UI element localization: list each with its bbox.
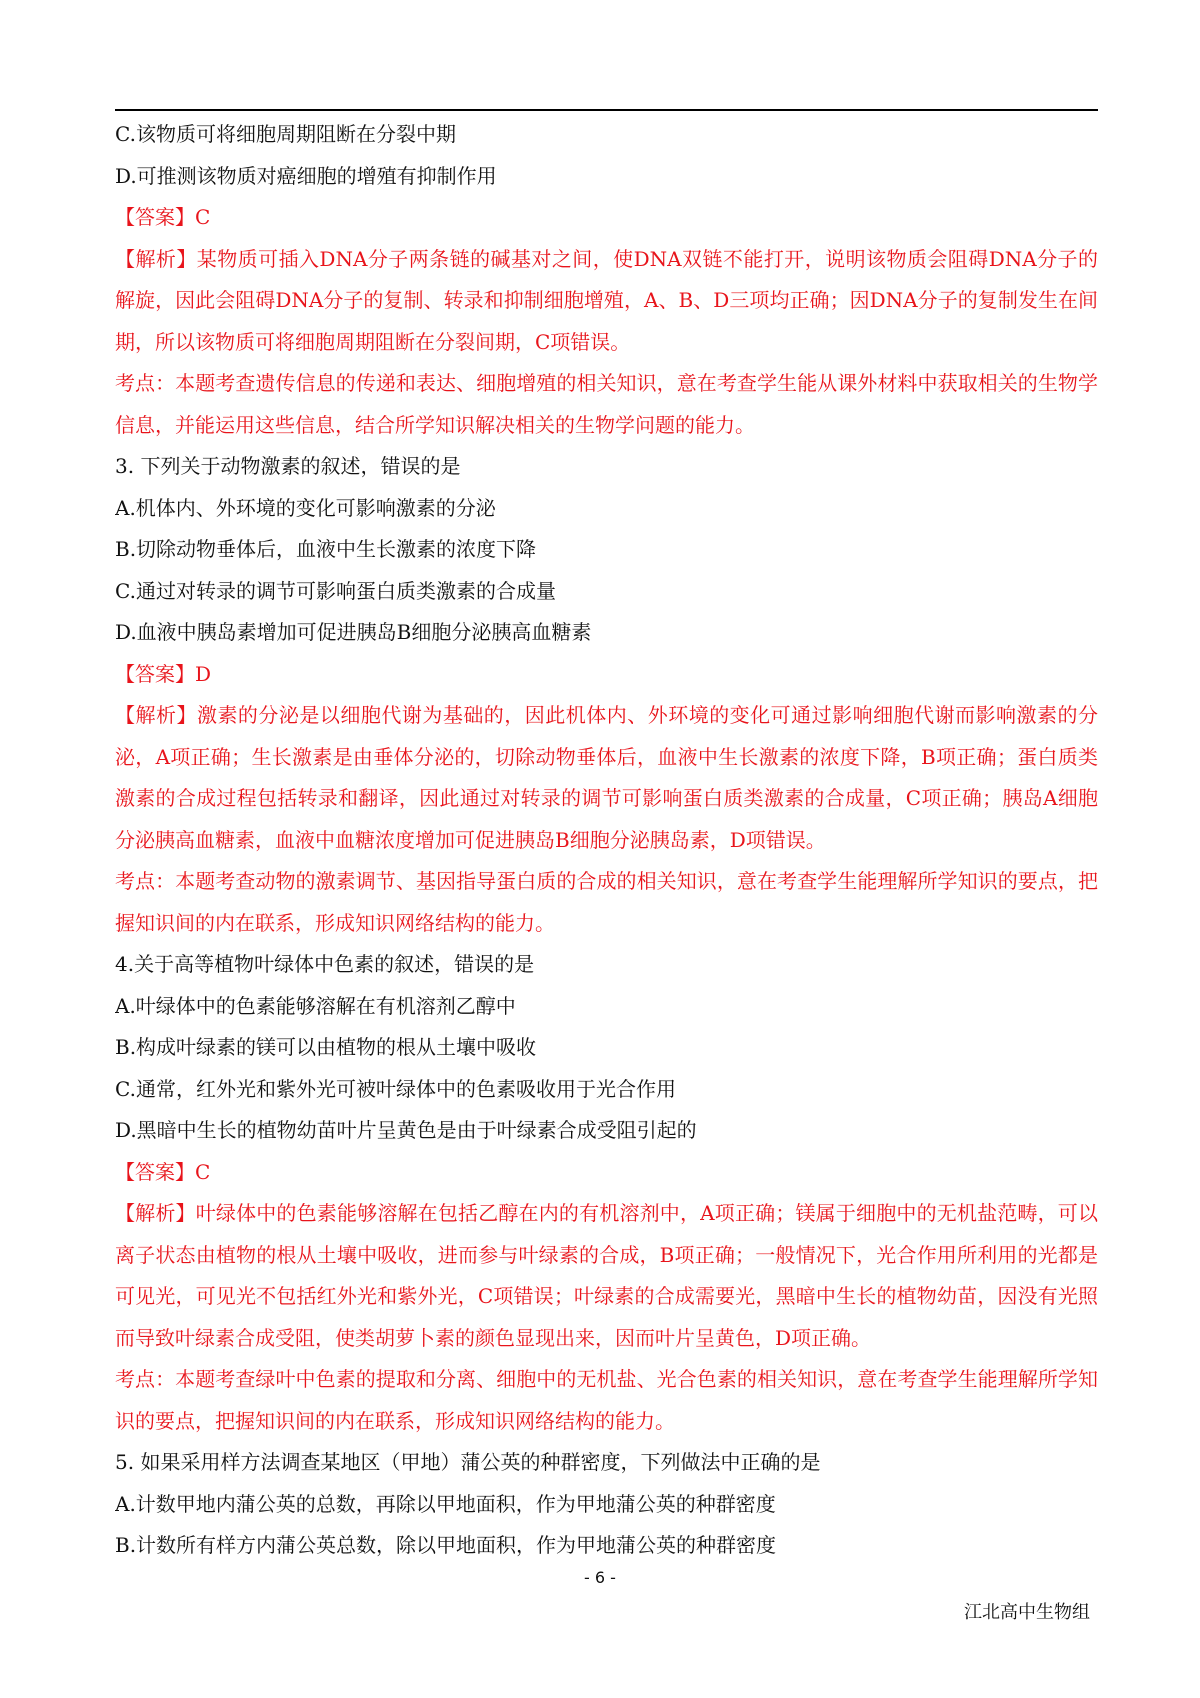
q4-analysis: 【解析】叶绿体中的色素能够溶解在包括乙醇在内的有机溶剂中，A项正确；镁属于细胞中的无机盐范畴，可以离子状态由植物的根从土壤中吸收，进而参与叶绿素的合成，B项正确；一般情况下，光合作用所利用的光都是可见光，可见光不包括红外光和紫外光，C项错误；叶绿素的合成需要光，黑暗中生长的植物幼苗，因没有光照而导致叶绿素合成受阻，使类胡萝卜素的颜色显现出来，因而叶片呈黄色，D项正确。 [115,1201,1098,1350]
q4-stem: 4.关于高等植物叶绿体中色素的叙述，错误的是 [115,952,535,976]
page-number: - 6 - [584,1568,616,1587]
q4-option-a: A.叶绿体中的色素能够溶解在有机溶剂乙醇中 [115,993,516,1018]
q3-point: 考点：本题考查动物的激素调节、基因指导蛋白质的合成的相关知识，意在考查学生能理解所学知识的要点，把握知识间的内在联系，形成知识网络结构的能力。 [115,869,1098,935]
q4-option-c: C.通常，红外光和紫外光可被叶绿体中的色素吸收用于光合作用 [115,1076,676,1101]
q2-answer: 【答案】C [115,205,211,229]
q4-option-d: D.黑暗中生长的植物幼苗叶片呈黄色是由于叶绿素合成受阻引起的 [115,1118,697,1142]
page-content [115,114,1098,1567]
q3-option-c: C.通过对转录的调节可影响蛋白质类激素的合成量 [115,578,556,603]
q3-answer: 【答案】D [115,661,212,686]
q4-point: 考点：本题考查绿叶中色素的提取和分离、细胞中的无机盐、光合色素的相关知识，意在考查学生能理解所学知识的要点，把握知识间的内在联系，形成知识网络结构的能力。 [115,1367,1098,1433]
q5-option-b: B.计数所有样方内蒲公英总数，除以甲地面积，作为甲地蒲公英的种群密度 [115,1533,777,1557]
footer-organization: 江北高中生物组 [964,1602,1090,1623]
q3-option-a: A.机体内、外环境的变化可影响激素的分泌 [115,495,496,520]
q4-answer: 【答案】C [115,1159,211,1184]
q2-option-c: C.该物质可将细胞周期阻断在分裂中期 [115,122,456,146]
q3-analysis: 【解析】激素的分泌是以细胞代谢为基础的，因此机体内、外环境的变化可通过影响细胞代谢而影响激素的分泌，A项正确；生长激素是由垂体分泌的，切除动物垂体后，血液中生长激素的浓度下降，B项正确；蛋白质类激素的合成过程包括转录和翻译，因此通过对转录的调节可影响蛋白质类激素的合成量，C项正确；胰岛A细胞分泌胰高血糖素，血液中血糖浓度增加可促进胰岛B细胞分泌胰岛素，D项错误。 [115,703,1098,852]
q3-option-d: D.血液中胰岛素增加可促进胰岛B细胞分泌胰高血糖素 [115,620,592,644]
q3-stem: 3. 下列关于动物激素的叙述，错误的是 [115,454,461,478]
q3-option-b: B.切除动物垂体后，血液中生长激素的浓度下降 [115,537,537,561]
q2-point: 考点：本题考查遗传信息的传递和表达、细胞增殖的相关知识，意在考查学生能从课外材料中获取相关的生物学信息，并能运用这些信息，结合所学知识解决相关的生物学问题的能力。 [115,371,1098,437]
q5-option-a: A.计数甲地内蒲公英的总数，再除以甲地面积，作为甲地蒲公英的种群密度 [115,1491,776,1516]
q2-option-d: D.可推测该物质对癌细胞的增殖有抑制作用 [115,163,497,188]
q5-stem: 5. 如果采用样方法调查某地区（甲地）蒲公英的种群密度，下列做法中正确的是 [115,1450,821,1474]
q2-analysis: 【解析】某物质可插入DNA分子两条链的碱基对之间，使DNA双链不能打开，说明该物质会阻碍DNA分子的解旋，因此会阻碍DNA分子的复制、转录和抑制细胞增殖，A、B、D三项均正确；因DNA分子的复制发生在间期，所以该物质可将细胞周期阻断在分裂间期，C项错误。 [115,246,1098,354]
header-rule [115,109,1098,111]
q4-option-b: B.构成叶绿素的镁可以由植物的根从土壤中吸收 [115,1035,537,1059]
